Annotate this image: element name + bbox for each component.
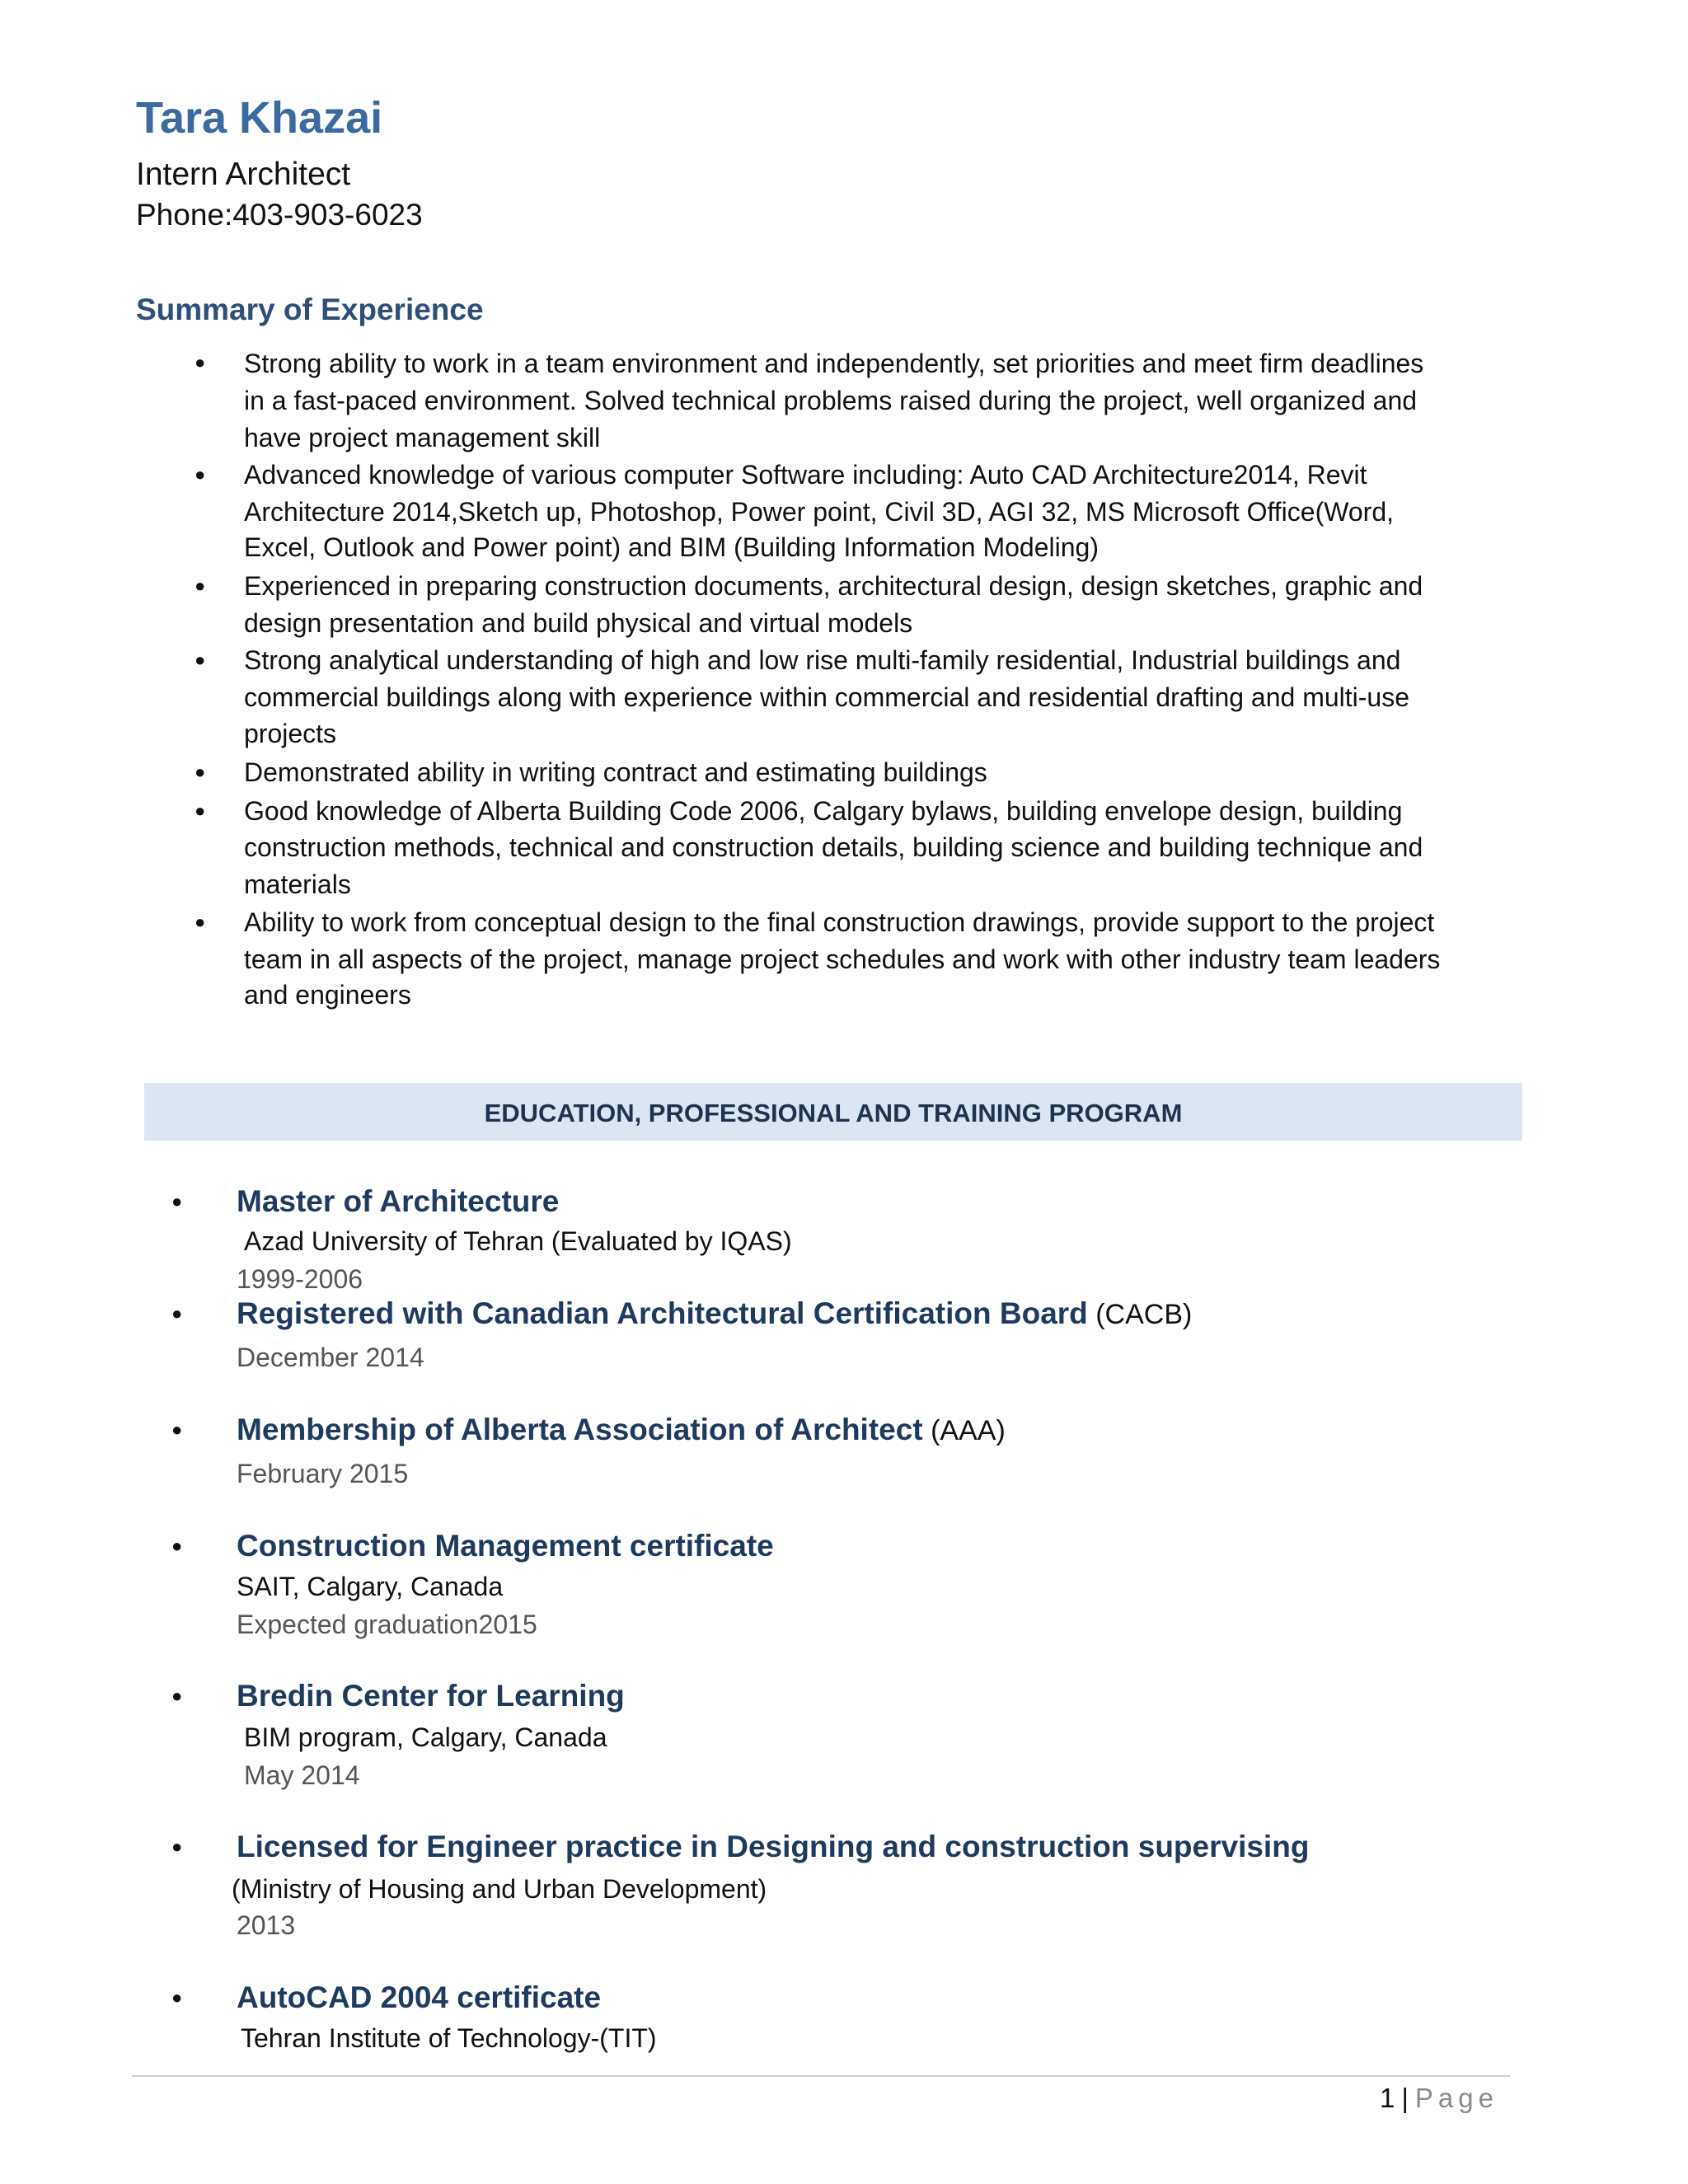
summary-line: commercial buildings along with experience within commercial and residential drafting and multi-use — [244, 682, 1410, 712]
summary-line: Good knowledge of Alberta Building Code 2006, Calgary bylaws, building envelope design, building — [244, 796, 1403, 826]
bullet-icon: ● — [171, 1303, 183, 1324]
summary-line: construction methods, technical and construction details, building science and building technique and — [244, 832, 1423, 862]
summary-line: have project management skill — [244, 423, 601, 452]
summary-line: Architecture 2014,Sketch up, Photoshop, Power point, Civil 3D, AGI 32, MS Microsoft Office(Word, — [244, 497, 1394, 527]
summary-line: Strong ability to work in a team environment and independently, set priorities and meet firm deadlines — [244, 349, 1424, 378]
summary-line: team in all aspects of the project, manage project schedules and work with other industry team leaders — [244, 944, 1441, 974]
bullet-icon: ● — [171, 1419, 183, 1440]
education-subtitle: BIM program, Calgary, Canada — [244, 1722, 607, 1752]
bullet-icon: ● — [195, 464, 206, 485]
education-title: Construction Management certificate — [237, 1529, 774, 1563]
education-subtitle: SAIT, Calgary, Canada — [237, 1572, 504, 1601]
bullet-icon: ● — [171, 1535, 183, 1556]
bullet-icon: ● — [195, 912, 206, 932]
footer-divider — [132, 2075, 1510, 2077]
summary-line: in a fast-paced environment. Solved technical problems raised during the project, well organized and — [244, 386, 1418, 415]
summary-line: Experienced in preparing construction documents, architectural design, design sketches, graphic and — [244, 571, 1423, 601]
bullet-icon: ● — [195, 800, 206, 821]
bullet-icon: ● — [195, 575, 206, 596]
education-title: AutoCAD 2004 certificate — [237, 1980, 602, 2014]
education-title: Master of Architecture — [237, 1184, 560, 1218]
candidate-name: Tara Khazai — [136, 93, 383, 143]
education-date: December 2014 — [237, 1343, 424, 1372]
education-subtitle: Tehran Institute of Technology-(TIT) — [241, 2023, 657, 2053]
education-date: 1999-2006 — [237, 1264, 363, 1294]
bullet-icon: ● — [171, 1987, 183, 2008]
summary-line: Excel, Outlook and Power point) and BIM (Building Information Modeling) — [244, 532, 1099, 562]
education-subtitle: Azad University of Tehran (Evaluated by IQAS) — [244, 1226, 792, 1256]
summary-line: projects — [244, 719, 337, 748]
candidate-phone: Phone:403-903-6023 — [136, 198, 423, 232]
education-date: May 2014 — [244, 1760, 360, 1790]
education-title: Registered with Canadian Architectural Certification Board (CACB) — [237, 1296, 1193, 1330]
summary-line: materials — [244, 869, 351, 899]
education-heading: EDUCATION, PROFESSIONAL AND TRAINING PROGRAM — [484, 1099, 1183, 1127]
bullet-icon: ● — [195, 762, 206, 782]
education-date: 2013 — [237, 1910, 296, 1940]
summary-line: Advanced knowledge of various computer Software including: Auto CAD Architecture2014, Revit — [244, 460, 1367, 490]
summary-line: design presentation and build physical and virtual models — [244, 608, 913, 638]
education-title: Licensed for Engineer practice in Designing and construction supervising — [237, 1830, 1310, 1863]
education-title: Bredin Center for Learning — [237, 1679, 625, 1713]
education-subtitle: (Ministry of Housing and Urban Development) — [232, 1874, 767, 1904]
education-title: Membership of Alberta Association of Architect (AAA) — [237, 1413, 1006, 1446]
candidate-title: Intern Architect — [136, 157, 351, 192]
education-date: Expected graduation2015 — [237, 1610, 537, 1639]
footer-separator: | — [1401, 2083, 1409, 2113]
page-footer — [1380, 2083, 1498, 2114]
bullet-icon: ● — [171, 1836, 183, 1857]
summary-line: Strong analytical understanding of high and low rise multi-family residential, Industrial buildings and — [244, 645, 1401, 675]
summary-line: Demonstrated ability in writing contract and estimating buildings — [244, 757, 987, 787]
summary-heading: Summary of Experience — [136, 293, 484, 326]
page-label: Page — [1414, 2083, 1498, 2113]
bullet-icon: ● — [195, 649, 206, 670]
bullet-icon: ● — [171, 1685, 183, 1706]
education-date: February 2015 — [237, 1459, 409, 1488]
summary-line: and engineers — [244, 980, 411, 1010]
summary-line: Ability to work from conceptual design to the final construction drawings, provide support to the project — [244, 907, 1435, 937]
bullet-icon: ● — [195, 352, 206, 373]
bullet-icon: ● — [171, 1191, 183, 1212]
page-number: 1 — [1379, 2083, 1395, 2113]
